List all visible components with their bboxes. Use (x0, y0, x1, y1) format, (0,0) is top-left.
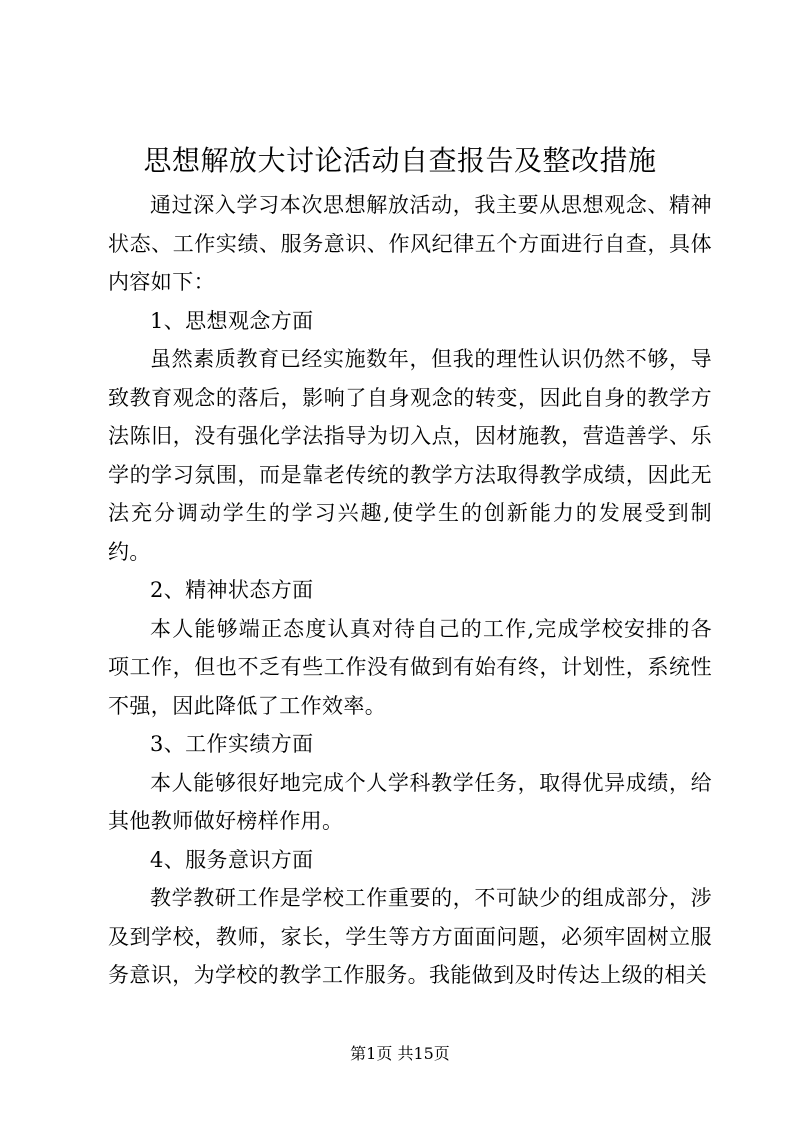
section-heading-2: 2、精神状态方面 (150, 578, 314, 602)
section-heading-1: 1、思想观念方面 (150, 308, 314, 333)
page-number-label: 第1页 共15页 (350, 1044, 450, 1063)
section-heading-4: 4、服务意识方面 (150, 847, 314, 872)
document-title: 思想解放大讨论活动自查报告及整改措施 (143, 144, 657, 177)
section-paragraph-2: 本人能够端正态度认真对待自己的工作,完成学校安排的各项工作，但也不乏有些工作没有做到有始有终，计划性，系统性不强，因此降低了工作效率。 (108, 616, 712, 718)
section-paragraph-1: 虽然素质教育已经实施数年，但我的理性认识仍然不够，导致教育观念的落后，影响了自身观念的转变，因此自身的教学方法陈旧，没有强化学法指导为切入点，因材施教，营造善学、乐学的学习氛围，而是靠老传统的教学方法取得教学成绩，因此无法充分调动学生的学习兴趣,使学生的创新能力的发展受到制约。 (108, 347, 712, 564)
document-body (108, 186, 712, 995)
intro-paragraph: 通过深入学习本次思想解放活动，我主要从思想观念、精神状态、工作实绩、服务意识、作风纪律五个方面进行自查，具体内容如下： (108, 193, 712, 294)
section-heading-3: 3、工作实绩方面 (150, 732, 314, 756)
section-paragraph-3: 本人能够很好地完成个人学科教学任务，取得优异成绩，给其他教师做好榜样作用。 (108, 770, 712, 833)
section-paragraph-4: 教学教研工作是学校工作重要的，不可缺少的组成部分，涉及到学校，教师，家长，学生等方方面面问题，必须牢固树立服务意识，为学校的教学工作服务。我能做到及时传达上级的相关 (108, 886, 712, 987)
page-footer (0, 1044, 800, 1064)
